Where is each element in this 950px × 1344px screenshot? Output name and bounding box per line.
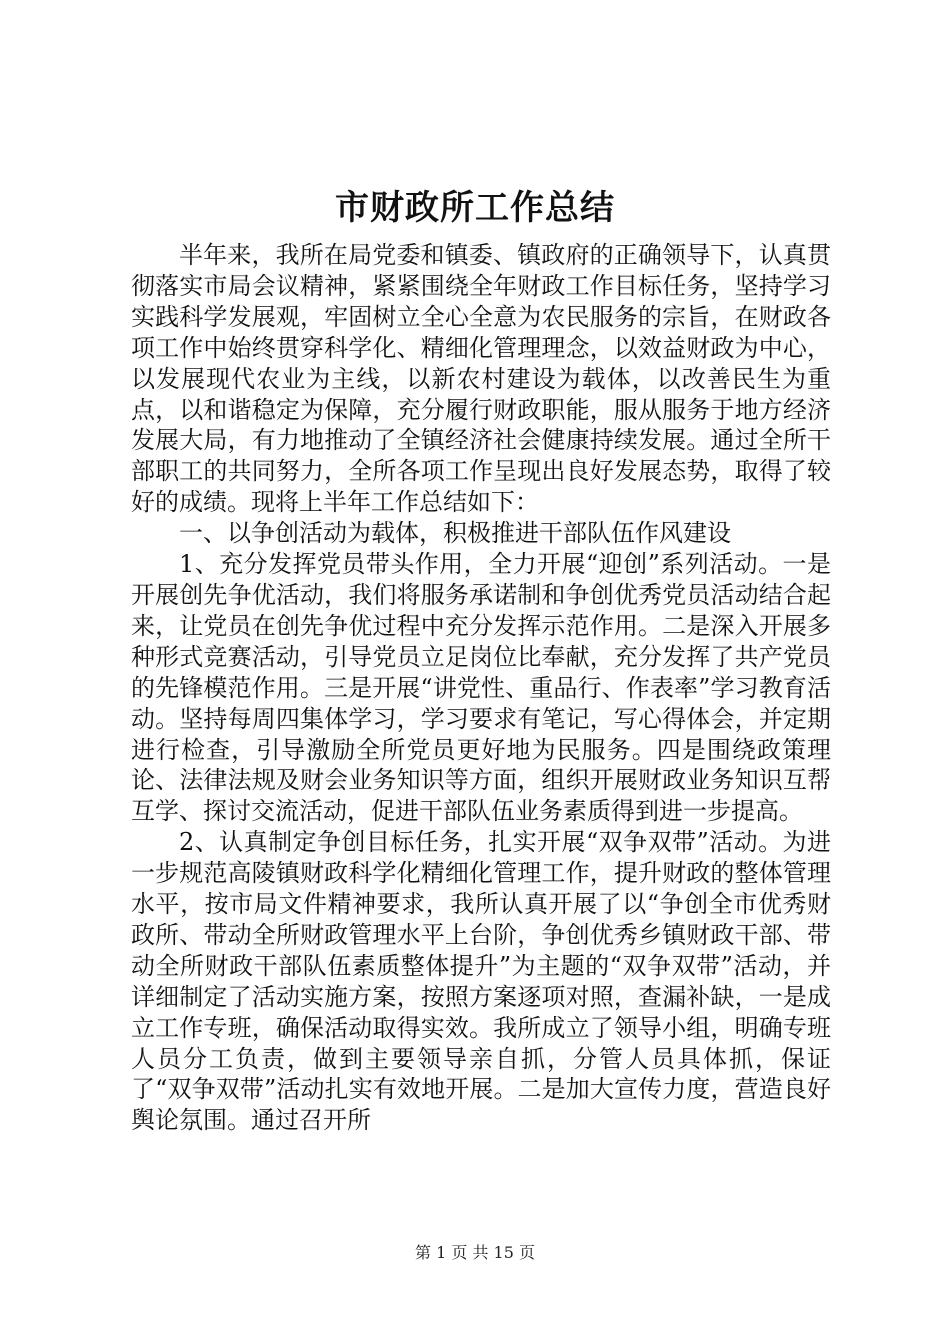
paragraph-item-1: 1、充分发挥党员带头作用，全力开展“迎创”系列活动。一是开展创先争优活动，我们将服务承诺制和争创优秀党员活动结合起来，让党员在创先争优过程中充分发挥示范作用。二是深入开展多种形式竞赛活动，引导党员立足岗位比奉献，充分发挥了共产党员的先锋模范作用。三是开展“讲党性、重品行、作表率”学习教育活动。坚持每周四集体学习，学习要求有笔记，写心得体会，并定期进行检查，引导激励全所党员更好地为民服务。四是围绕政策理论、法律法规及财会业务知识等方面，组织开展财政业务知识互帮互学、探讨交流活动，促进干部队伍业务素质得到进一步提高。: [131, 550, 831, 826]
document-title: 市财政所工作总结: [335, 188, 615, 228]
section-heading-1: 一、以争创活动为载体，积极推进干部队伍作风建设: [179, 519, 731, 548]
intro-paragraph: 半年来，我所在局党委和镇委、镇政府的正确领导下，认真贯彻落实市局会议精神，紧紧围绕全年财政工作目标任务，坚持学习实践科学发展观，牢固树立全心全意为农民服务的宗旨，在财政各项工作中始终贯穿科学化、精细化管理理念，以效益财政为中心，以发展现代农业为主线，以新农村建设为载体，以改善民生为重点，以和谐稳定为保障，充分履行财政职能，服从服务于地方经济发展大局，有力地推动了全镇经济社会健康持续发展。通过全所干部职工的共同努力，全所各项工作呈现出良好发展态势，取得了较好的成绩。现将上半年工作总结如下：: [131, 241, 831, 517]
document-body: [131, 240, 831, 1136]
paragraph-item-2: 2、认真制定争创目标任务，扎实开展“双争双带”活动。为进一步规范高陵镇财政科学化精细化管理工作，提升财政的整体管理水平，按市局文件精神要求，我所认真开展了以“争创全市优秀财政所、带动全所财政管理水平上台阶，争创优秀乡镇财政干部、带动全所财政干部队伍素质整体提升”为主题的“双争双带”活动，并详细制定了活动实施方案，按照方案逐项对照，查漏补缺，一是成立工作专班，确保活动取得实效。我所成立了领导小组，明确专班人员分工负责，做到主要领导亲自抓，分管人员具体抓，保证了“双争双带”活动扎实有效地开展。二是加大宣传力度，营造良好舆论氛围。通过召开所: [131, 828, 831, 1135]
page-footer: 第 1 页 共 15 页: [415, 1243, 535, 1262]
